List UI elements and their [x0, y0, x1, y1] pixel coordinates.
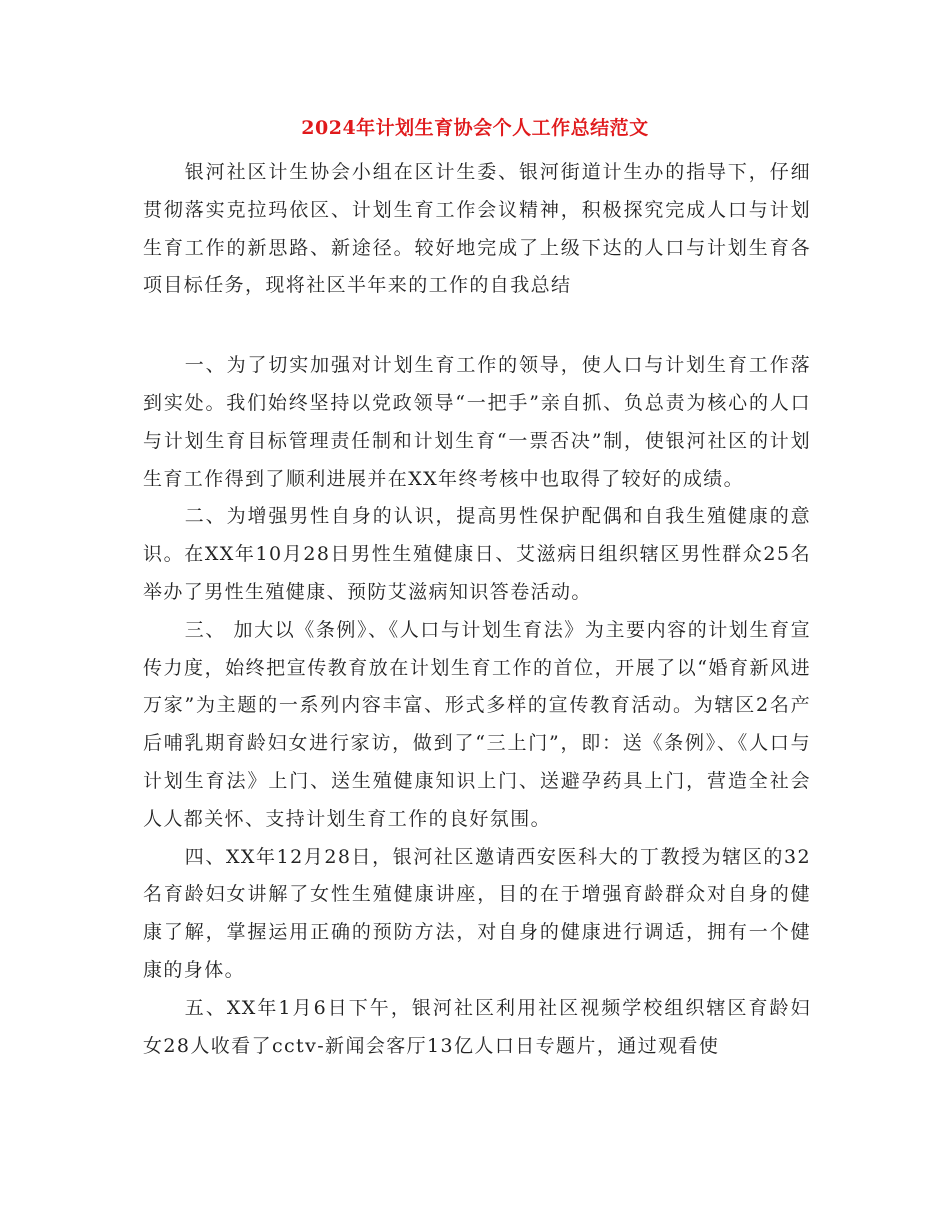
paragraph-4: 四、XX年12月28日，银河社区邀请西安医科大的丁教授为辖区的32名育龄妇女讲解了女性生殖健康讲座，目的在于增强育龄群众对自身的健康了解，掌握运用正确的预防方法，对自身的健康进行调适，拥有一个健康的身体。: [143, 845, 811, 981]
document-body: [143, 154, 811, 1065]
paragraph-5: 五、XX年1月6日下午，银河社区利用社区视频学校组织辖区育龄妇女28人收看了cctv-新闻会客厅13亿人口日专题片，通过观看使: [143, 996, 811, 1057]
document-title: 2024年计划生育协会个人工作总结范文: [301, 117, 649, 139]
paragraph-3: 三、 加大以《条例》、《人口与计划生育法》为主要内容的计划生育宣传力度，始终把宣传教育放在计划生育工作的首位，开展了以“婚育新风进万家”为主题的一系列内容丰富、形式多样的宣传教育活动。为辖区2名产后哺乳期育龄妇女进行家访，做到了“三上门”，即：送《条例》、《人口与计划生育法》上门、送生殖健康知识上门、送避孕药具上门，营造全社会人人都关怀、支持计划生育工作的良好氛围。: [143, 618, 811, 830]
paragraph-2: 二、为增强男性自身的认识，提高男性保护配偶和自我生殖健康的意识。在XX年10月28日男性生殖健康日、艾滋病日组织辖区男性群众25名举办了男性生殖健康、预防艾滋病知识答卷活动。: [143, 505, 811, 603]
paragraph-gap: [143, 305, 811, 347]
intro-paragraph: 银河社区计生协会小组在区计生委、银河街道计生办的指导下，仔细贯彻落实克拉玛依区、计划生育工作会议精神，积极探究完成人口与计划生育工作的新思路、新途径。较好地完成了上级下达的人口与计划生育各项目标任务，现将社区半年来的工作的自我总结: [143, 161, 811, 297]
paragraph-1: 一、为了切实加强对计划生育工作的领导，使人口与计划生育工作落到实处。我们始终坚持以党政领导“一把手”亲自抓、负总责为核心的人口与计划生育目标管理责任制和计划生育“一票否决”制，使银河社区的计划生育工作得到了顺利进展并在XX年终考核中也取得了较好的成绩。: [143, 354, 811, 490]
